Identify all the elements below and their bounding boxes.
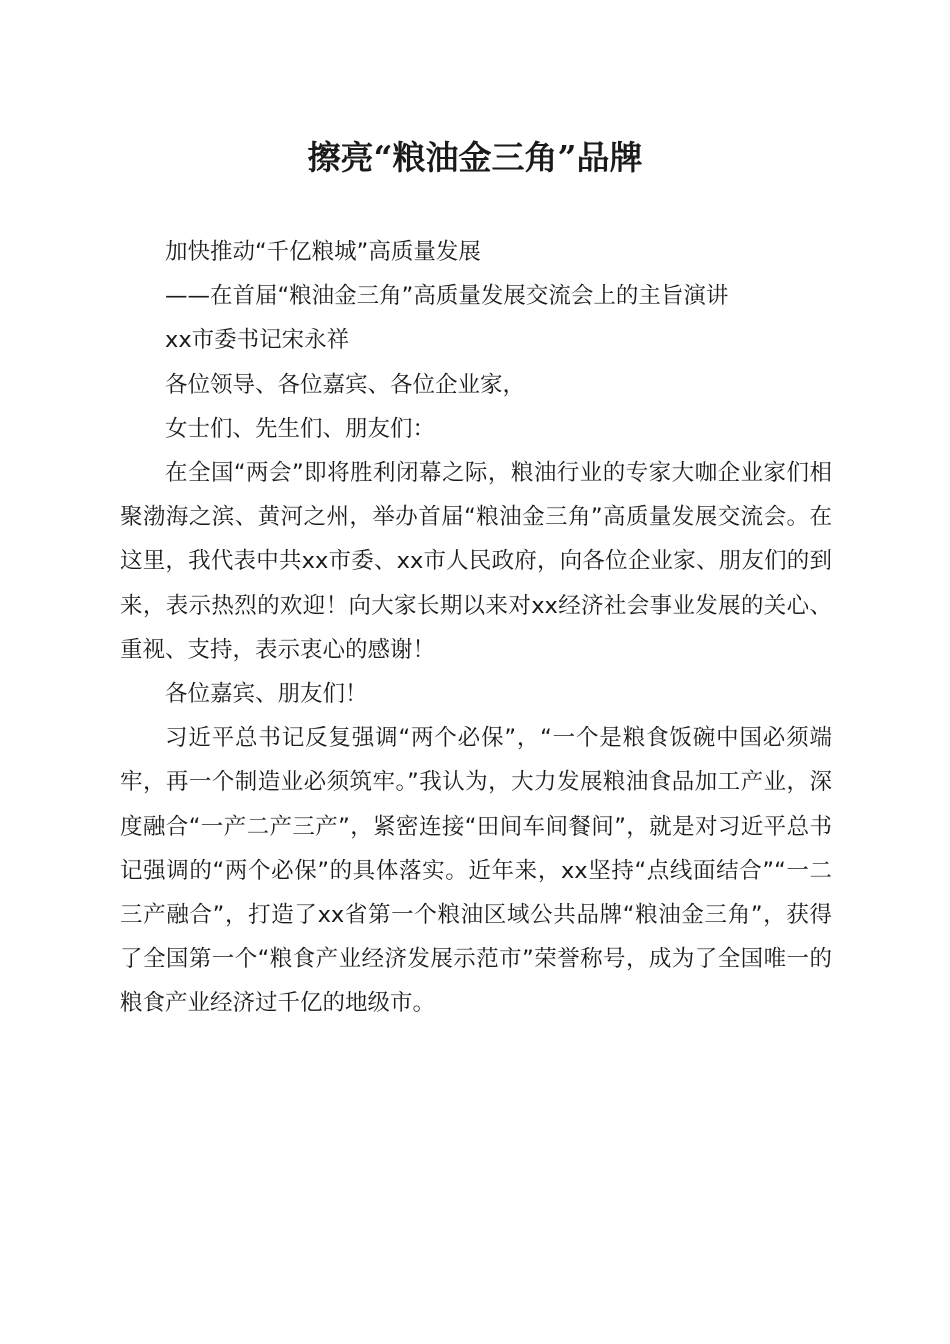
greeting-paragraph-3: 各位嘉宾、朋友们！ bbox=[165, 681, 368, 708]
speaker-paragraph: xx市委书记宋永祥 bbox=[165, 327, 350, 354]
greeting-paragraph: 各位领导、各位嘉宾、各位企业家， bbox=[165, 371, 526, 398]
subtitle-dash-paragraph: ——在首届“粮油金三角”高质量发展交流会上的主旨演讲 bbox=[165, 283, 729, 310]
greeting-paragraph-2: 女士们、先生们、朋友们： bbox=[165, 415, 436, 442]
document-body bbox=[120, 230, 832, 1026]
document-title: 擦亮“粮油金三角”品牌 bbox=[307, 138, 643, 177]
body-paragraph: 在全国“两会”即将胜利闭幕之际，粮油行业的专家大咖企业家们相聚渤海之滨、黄河之州，举办首届“粮油金三角”高质量发展交流会。在这里，我代表中共xx市委、xx市人民政府，向各位企业家、朋友们的到来，表示热烈的欢迎！向大家长期以来对xx经济社会事业发展的关心、重视、支持，表示衷心的感谢！ bbox=[120, 460, 832, 663]
subtitle-paragraph: 加快推动“千亿粮城”高质量发展 bbox=[165, 239, 481, 265]
body-paragraph-2: 习近平总书记反复强调“两个必保”，“一个是粮食饭碗中国必须端牢，再一个制造业必须筑牢。”我认为，大力发展粮油食品加工产业，深度融合“一产二产三产”，紧密连接“田间车间餐间”，就是对习近平总书记强调的“两个必保”的具体落实。近年来，xx坚持“点线面结合”“一二三产融合”，打造了xx省第一个粮油区域公共品牌“粮油金三角”，获得了全国第一个“粮食产业经济发展示范市”荣誉称号，成为了全国唯一的粮食产业经济过千亿的地级市。 bbox=[120, 725, 832, 1017]
